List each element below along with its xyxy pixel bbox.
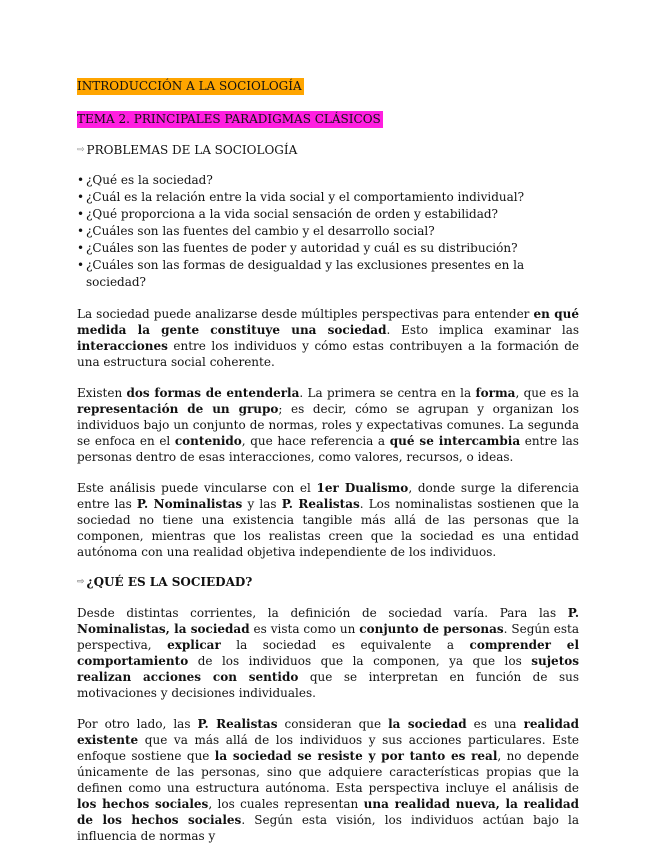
question-list [77, 172, 579, 291]
title-highlight: INTRODUCCIÓN A LA SOCIOLOGÍA [77, 79, 302, 93]
section-heading-que-es [77, 574, 579, 590]
document-title [77, 78, 579, 95]
list-item: • ¿Cuáles son las fuentes de poder y autoridad y cuál es su distribución? [77, 241, 518, 255]
document-page [77, 74, 579, 844]
paragraph-dualismo: Este análisis puede vincularse con el 1er Dualismo, donde surge la diferencia entre las P. Nominalistas y las P. Realistas. Los nominalistas sostienen que la sociedad no tiene una existencia tangible más allá de las personas que la componen, mientras que los realistas creen que la sociedad es una entidad autónoma con una realidad objetiva independiente de los individuos. [77, 481, 580, 559]
arrow-icon: ⇨ [77, 577, 85, 587]
paragraph-perspectivas: La sociedad puede analizarse desde múltiples perspectivas para entender en qué medida la gente constituye una sociedad. Esto implica examinar las interacciones entre los individuos y cómo estas contribuyen a la formación de una estructura social coherente. [77, 307, 580, 369]
document-subtitle [77, 111, 579, 128]
list-item: • ¿Cuál es la relación entre la vida social y el comportamiento individual? [77, 190, 525, 204]
list-item: • ¿Qué proporciona a la vida social sensación de orden y estabilidad? [77, 207, 498, 221]
paragraph-realistas: Por otro lado, las P. Realistas consideran que la sociedad es una realidad existente que va más allá de los individuos y sus acciones particulares. Este enfoque sostiene que la sociedad se resiste y por tanto es real, no depende únicamente de las personas, sino que adquiere características propias que la definen como una estructura autónoma. Esta perspectiva incluye el análisis de los hechos sociales, los cuales representan una realidad nueva, la realidad de los hechos sociales. Según esta visión, los individuos actúan bajo la influencia de normas y [77, 717, 580, 843]
arrow-icon: ⇨ [77, 145, 85, 155]
list-item: • ¿Cuáles son las fuentes del cambio y el desarrollo social? [77, 224, 435, 238]
section-heading-problemas [77, 142, 579, 158]
list-item: • ¿Qué es la sociedad? [77, 173, 213, 187]
paragraph-nominalistas: Desde distintas corrientes, la definición de sociedad varía. Para las P. Nominalistas, la sociedad es vista como un conjunto de personas. Según esta perspectiva, explicar la sociedad es equivalente a comprender el comportamiento de los individuos que la componen, ya que los sujetos realizan acciones con sentido que se interpretan en función de sus motivaciones y decisiones individuales. [77, 606, 580, 700]
list-item: • ¿Cuáles son las formas de desigualdad y las exclusiones presentes en la sociedad? [77, 258, 525, 289]
section-heading-label: PROBLEMAS DE LA SOCIOLOGÍA [86, 143, 298, 157]
section-heading-label: ¿QUÉ ES LA SOCIEDAD? [86, 575, 253, 589]
paragraph-dos-formas: Existen dos formas de entenderla. La primera se centra en la forma, que es la representación de un grupo; es decir, cómo se agrupan y organizan los individuos bajo un conjunto de normas, roles y expectativas comunes. La segunda se enfoca en el contenido, que hace referencia a qué se intercambia entre las personas dentro de esas interacciones, como valores, recursos, o ideas. [77, 386, 579, 464]
subtitle-highlight: TEMA 2. PRINCIPALES PARADIGMAS CLÁSICOS [77, 112, 381, 126]
